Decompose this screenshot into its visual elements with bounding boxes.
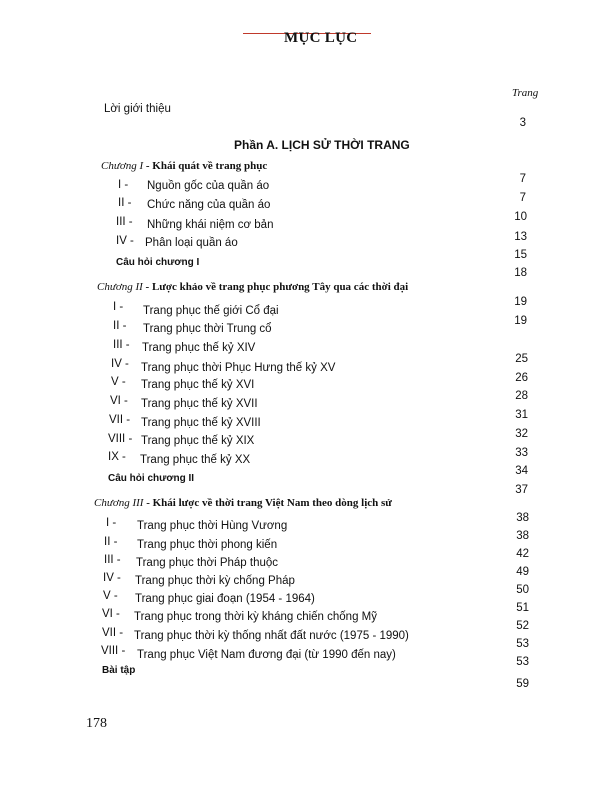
- page-number: 26: [515, 372, 528, 384]
- toc-entry: Trang phục thời kỳ thống nhất đất nước (1975 - 1990): [134, 630, 409, 642]
- item-number: IX -: [108, 451, 126, 463]
- page-number: 15: [514, 249, 527, 261]
- page-number: 31: [515, 409, 528, 421]
- toc-entry: Trang phục thế giới Cổ đại: [143, 305, 279, 317]
- chapter-title: - Khái quát về trang phục: [143, 160, 268, 172]
- folio-page-number: 178: [86, 716, 107, 731]
- page-number: 38: [516, 512, 529, 524]
- toc-entry: Trang phục thế kỷ XVI: [141, 379, 255, 391]
- page-number: 53: [516, 638, 529, 650]
- item-number: VII -: [102, 627, 124, 639]
- chapter-2-heading: [97, 281, 408, 293]
- item-number: II -: [113, 320, 127, 332]
- toc-entry: Trang phục thế kỷ XX: [140, 454, 251, 466]
- page-number: 32: [515, 428, 528, 440]
- toc-entry: Những khái niệm cơ bản: [147, 219, 274, 231]
- item-number: III -: [104, 554, 121, 566]
- chapter-3-heading: [94, 497, 392, 509]
- chapter-1-heading: [101, 160, 267, 172]
- toc-entry: Trang phục thời kỳ chống Pháp: [135, 575, 295, 587]
- page-number: 28: [515, 390, 528, 402]
- page-number: 13: [514, 231, 527, 243]
- item-number: IV -: [111, 358, 129, 370]
- item-number: VI -: [102, 608, 120, 620]
- page-number: 19: [514, 296, 527, 308]
- chapter-2-questions: Câu hỏi chương II: [108, 473, 195, 484]
- part-a-heading: Phần A. LỊCH SỬ THỜI TRANG: [234, 138, 410, 152]
- chapter-title: - Lược khảo về trang phục phương Tây qua các thời đại: [142, 281, 409, 293]
- toc-entry: Trang phục giai đoạn (1954 - 1964): [135, 593, 315, 605]
- item-number: V -: [103, 590, 118, 602]
- item-number: II -: [118, 197, 132, 209]
- page-number: 10: [514, 211, 527, 223]
- toc-entry: Trang phục thế kỷ XIV: [142, 342, 256, 354]
- chapter-label: Chương I: [101, 160, 144, 172]
- chapter-label: Chương III: [94, 497, 144, 509]
- item-number: VI -: [110, 395, 128, 407]
- page-number: 59: [516, 678, 529, 690]
- page-number: 52: [516, 620, 529, 632]
- toc-entry: Trang phục thời Trung cổ: [143, 323, 272, 335]
- toc-entry: Chức năng của quần áo: [147, 199, 271, 211]
- page-number: 42: [516, 548, 529, 560]
- item-number: V -: [111, 376, 126, 388]
- chapter-label: Chương II: [97, 281, 143, 293]
- chapter-title: - Khái lược về thời trang Việt Nam theo dòng lịch sử: [143, 497, 392, 509]
- page-number: 37: [515, 484, 528, 496]
- toc-entry: Trang phục thế kỷ XVIII: [141, 417, 261, 429]
- item-number: VIII -: [101, 645, 126, 657]
- chapter-1-questions: Câu hỏi chương I: [116, 257, 200, 268]
- exercises-label: Bài tập: [102, 665, 136, 676]
- item-number: I -: [113, 301, 124, 313]
- page-number: 25: [515, 353, 528, 365]
- item-number: I -: [118, 179, 129, 191]
- page-number: 19: [514, 315, 527, 327]
- toc-entry: Nguồn gốc của quần áo: [147, 180, 270, 192]
- page-number: 49: [516, 566, 529, 578]
- toc-entry: Trang phục Việt Nam đương đại (từ 1990 đến nay): [137, 649, 396, 661]
- page-number: 3: [519, 117, 526, 129]
- page-number: 33: [515, 447, 528, 459]
- page-number: 51: [516, 602, 529, 614]
- toc-entry: Trang phục thế kỷ XVII: [141, 398, 258, 410]
- page-number: 18: [514, 267, 527, 279]
- page-number: 7: [519, 173, 526, 185]
- item-number: I -: [106, 517, 117, 529]
- intro-label: Lời giới thiệu: [104, 103, 171, 115]
- toc-entry: Trang phục trong thời kỳ kháng chiến chống Mỹ: [134, 611, 377, 623]
- toc-entry: Trang phục thời Pháp thuộc: [136, 557, 279, 569]
- item-number: II -: [104, 536, 118, 548]
- item-number: IV -: [116, 235, 134, 247]
- toc-entry: Trang phục thời Hùng Vương: [137, 520, 288, 532]
- toc-entry: Phân loại quần áo: [145, 237, 238, 249]
- item-number: VIII -: [108, 433, 133, 445]
- page-title: MỤC LỤC: [284, 30, 358, 46]
- page-number: 7: [519, 192, 526, 204]
- item-number: III -: [113, 339, 130, 351]
- toc-entry: Trang phục thời Phục Hưng thế kỷ XV: [141, 362, 336, 374]
- page-number: 50: [516, 584, 529, 596]
- item-number: IV -: [103, 572, 121, 584]
- toc-entry: Trang phục thời phong kiến: [137, 539, 278, 551]
- toc-entry: Trang phục thế kỷ XIX: [141, 435, 255, 447]
- page-number: 34: [515, 465, 528, 477]
- page-number: 53: [516, 656, 529, 668]
- page-column-label: Trang: [512, 87, 539, 99]
- page-number: 38: [516, 530, 529, 542]
- item-number: III -: [116, 216, 133, 228]
- item-number: VII -: [109, 414, 131, 426]
